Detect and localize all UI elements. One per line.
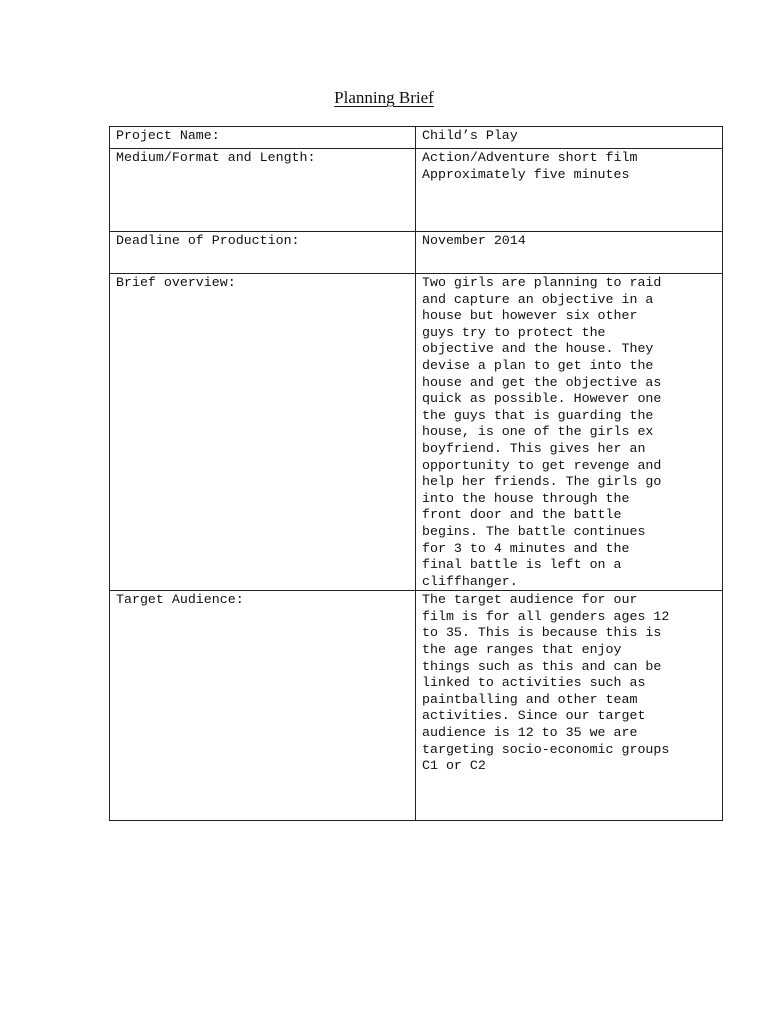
table-row-brief-overview xyxy=(110,274,723,591)
brief-overview-value: Two girls are planning to raid and capture an objective in a house but however six other guys try to protect the objective and the house. They devise a plan to get into the house and get the objective as quick as possible. However one the guys that is guarding the house, is one of the girls ex boyfriend. This gives her an opportunity to get revenge and help her friends. The girls go into the house through the front door and the battle begins. The battle continues for 3 to 4 minutes and the final battle is left on a cliffhanger. xyxy=(416,274,723,591)
medium-format-value: Action/Adventure short film Approximately five minutes xyxy=(416,149,723,232)
brief-overview-label: Brief overview: xyxy=(110,274,416,591)
deadline-label: Deadline of Production: xyxy=(110,232,416,274)
planning-brief-table xyxy=(109,126,723,821)
document-title xyxy=(0,88,768,108)
medium-format-label: Medium/Format and Length: xyxy=(110,149,416,232)
project-name-value: Child’s Play xyxy=(416,127,723,149)
table-row-project-name xyxy=(110,127,723,149)
table-row-medium-format xyxy=(110,149,723,232)
project-name-label: Project Name: xyxy=(110,127,416,149)
document-title-text: Planning Brief xyxy=(334,88,434,107)
table-row-target-audience xyxy=(110,591,723,821)
deadline-value: November 2014 xyxy=(416,232,723,274)
target-audience-label: Target Audience: xyxy=(110,591,416,821)
target-audience-value: The target audience for our film is for all genders ages 12 to 35. This is because this is the age ranges that enjoy things such as this and can be linked to activities such as paintballing and other team activities. Since our target audience is 12 to 35 we are targeting socio-economic groups C1 or C2 xyxy=(416,591,723,821)
table-row-deadline xyxy=(110,232,723,274)
